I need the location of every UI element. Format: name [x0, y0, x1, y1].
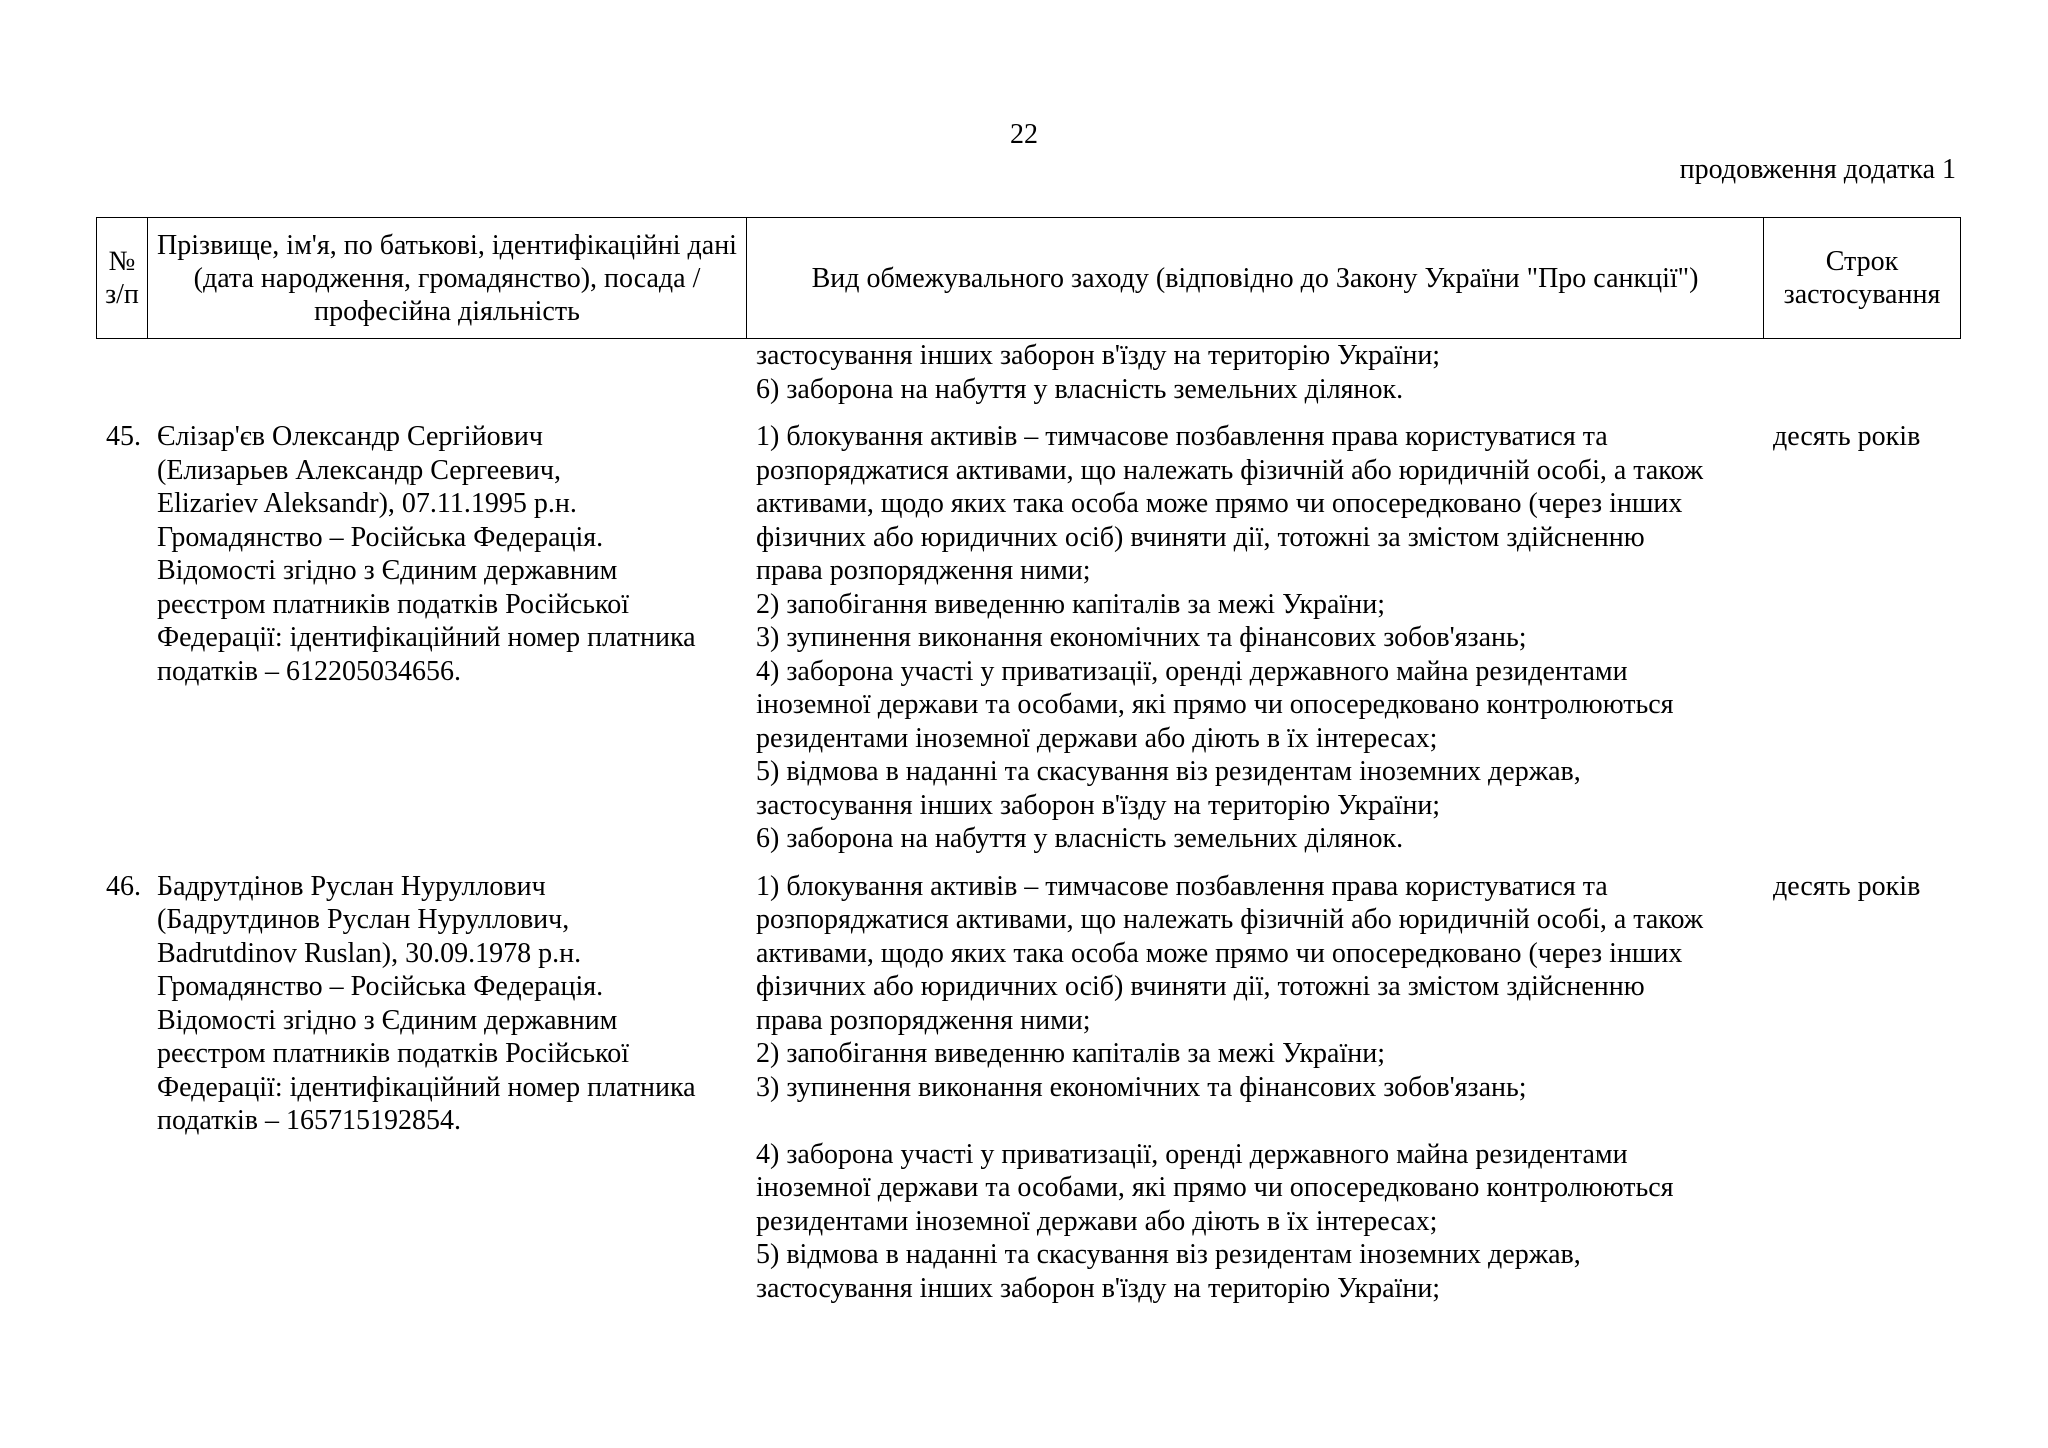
person-line: Elizariev Aleksandr), 07.11.1995 р.н.	[157, 488, 577, 519]
person-cell	[147, 420, 746, 870]
person-line: Бадрутдінов Руслан Нуруллович	[157, 870, 546, 902]
measure-line: розпоряджатися активами, що належать фізичній або юридичній особі, а також	[756, 904, 1704, 935]
measure-line: 6) заборона на набуття у власність земельних ділянок.	[756, 823, 1404, 854]
person-line: податків – 612205034656.	[157, 655, 461, 687]
paragraph-gap	[756, 1104, 1757, 1138]
table-header	[96, 217, 1961, 339]
measure-line: 5) відмова в наданні та скасування віз резидентам іноземних держав,	[756, 1239, 1581, 1270]
measure-line: 4) заборона участі у приватизації, оренді державного майна резидентами	[756, 1138, 1628, 1170]
entry-number: 45.	[106, 421, 141, 452]
measure-line: застосування інших заборон в'їзду на територію України;	[756, 789, 1441, 821]
measure-line: іноземної держави та особами, які прямо чи опосередковано контролюються	[756, 1172, 1674, 1203]
person-line: Badrutdinov Ruslan), 30.09.1978 р.н.	[157, 937, 582, 969]
measure-line: розпоряджатися активами, що належать фізичній або юридичній особі, а також	[756, 454, 1704, 486]
table-row-entry-45	[96, 420, 1960, 870]
measure-line: активами, щодо яких така особа може прямо чи опосередковано (через інших	[756, 488, 1683, 519]
header-col-term: Строк застосування	[1764, 218, 1961, 339]
table-row-continued	[96, 339, 1960, 420]
person-line: реєстром платників податків Російської	[157, 1038, 629, 1069]
measure-line: 1) блокування активів – тимчасове позбавлення права користуватися та	[756, 421, 1608, 452]
measure-line: права розпорядження ними;	[756, 555, 1091, 586]
person-line: Відомості згідно з Єдиним державним	[157, 1004, 618, 1036]
term-cell: десять років	[1773, 421, 1921, 452]
measure-line: права розпорядження ними;	[756, 1004, 1091, 1036]
person-line: (Елизарьев Александр Сергеевич,	[157, 454, 561, 486]
measure-line: 5) відмова в наданні та скасування віз резидентам іноземних держав,	[756, 756, 1581, 787]
measure-line: 2) запобігання виведенню капіталів за межі України;	[756, 1038, 1386, 1069]
measure-line: 2) запобігання виведенню капіталів за межі України;	[756, 588, 1386, 620]
person-line: Відомості згідно з Єдиним державним	[157, 555, 618, 586]
measure-line: 1) блокування активів – тимчасове позбавлення права користуватися та	[756, 870, 1608, 902]
continuation-label: продовження додатка 1	[1679, 154, 1956, 185]
sanctions-table-body	[96, 339, 1960, 1319]
measure-cell	[746, 420, 1763, 870]
measure-line: фізичних або юридичних осіб) вчиняти дії, тотожні за змістом здійсненню	[756, 521, 1645, 553]
person-line: Громадянство – Російська Федерація.	[157, 971, 604, 1002]
entry-number: 46.	[106, 870, 141, 902]
measure-line: іноземної держави та особами, які прямо чи опосередковано контролюються	[756, 689, 1674, 720]
person-line: Громадянство – Російська Федерація.	[157, 521, 604, 553]
header-col-number: № з/п	[97, 218, 148, 339]
header-col-measure: Вид обмежувального заходу (відповідно до Закону України "Про санкції")	[747, 218, 1764, 339]
table-row-entry-46	[96, 870, 1960, 1320]
header-col-person: Прізвище, ім'я, по батькові, ідентифікаційні дані (дата народження, громадянство), посада / професійна діяльність	[148, 218, 747, 339]
measure-line: 6) заборона на набуття у власність земельних ділянок.	[756, 373, 1404, 405]
person-line: Федерації: ідентифікаційний номер платника	[157, 1071, 696, 1103]
measure-line: 4) заборона участі у приватизації, оренді державного майна резидентами	[756, 655, 1628, 687]
person-line: Єлізар'єв Олександр Сергійович	[157, 421, 543, 452]
measure-cell	[746, 870, 1763, 1320]
person-line: реєстром платників податків Російської	[157, 588, 629, 620]
measure-line: застосування інших заборон в'їзду на територію України;	[756, 340, 1441, 371]
measure-line: резидентами іноземної держави або діють в їх інтересах;	[756, 722, 1438, 754]
person-line: податків – 165715192854.	[157, 1105, 461, 1136]
term-cell: десять років	[1773, 870, 1921, 902]
person-line: (Бадрутдинов Руслан Нуруллович,	[157, 904, 570, 935]
measure-line: фізичних або юридичних осіб) вчиняти дії, тотожні за змістом здійсненню	[756, 971, 1645, 1002]
page-number: 22	[1010, 119, 1038, 150]
measure-line: 3) зупинення виконання економічних та фінансових зобов'язань;	[756, 1071, 1527, 1103]
measure-line: застосування інших заборон в'їзду на територію України;	[756, 1272, 1441, 1304]
person-line: Федерації: ідентифікаційний номер платника	[157, 622, 696, 653]
measure-line: активами, щодо яких така особа може прямо чи опосередковано (через інших	[756, 937, 1683, 969]
measure-cell	[746, 339, 1763, 420]
measure-line: резидентами іноземної держави або діють в їх інтересах;	[756, 1205, 1438, 1237]
person-cell	[147, 870, 746, 1320]
measure-line: 3) зупинення виконання економічних та фінансових зобов'язань;	[756, 622, 1527, 653]
